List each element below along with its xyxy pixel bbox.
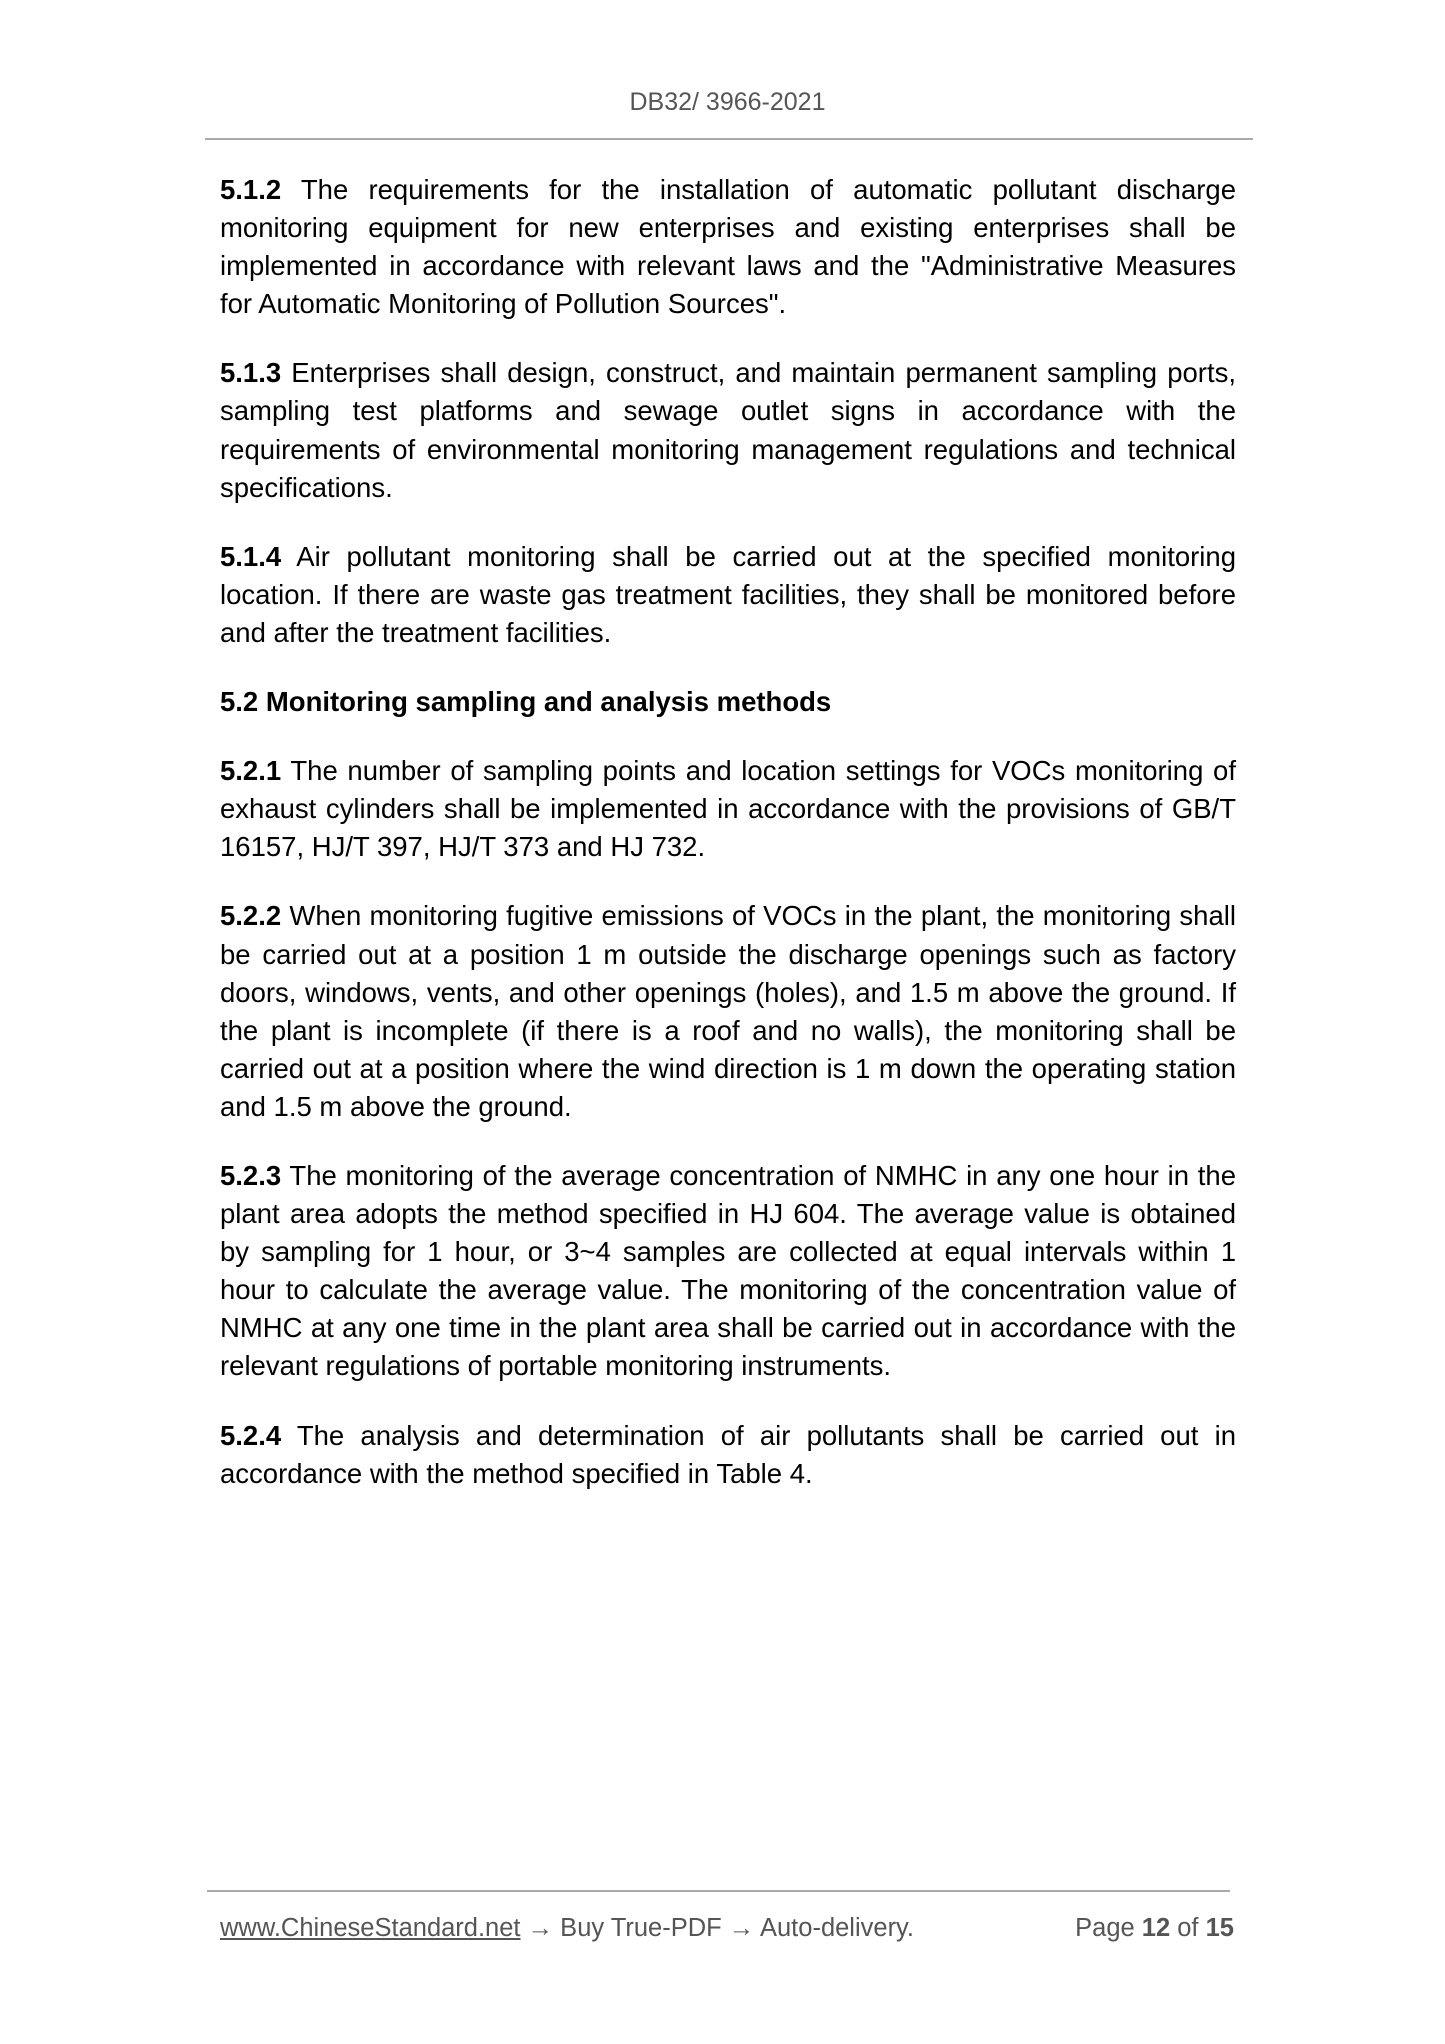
- page-indicator: [1075, 1914, 1234, 1943]
- clause-text: The number of sampling points and location settings for VOCs monitoring of exhaust cylinders shall be implemented in accordance with the provisions of GB/T 16157, HJ/T 397, HJ/T 373 and HJ 732.: [220, 755, 1236, 863]
- clause-5-2-2: [220, 897, 1236, 1126]
- clause-number: 5.2.1: [220, 755, 282, 787]
- footer-tagline: → Buy True-PDF → Auto-delivery.: [520, 1914, 914, 1942]
- clause-5-2-3: [220, 1157, 1236, 1386]
- page-total: 15: [1205, 1914, 1234, 1942]
- clause-number: 5.2.3: [220, 1159, 282, 1191]
- document-body: [220, 171, 1236, 1524]
- clause-number: 5.2.2: [220, 900, 282, 932]
- footer-divider: [207, 1890, 1230, 1892]
- clause-text: The requirements for the installation of automatic pollutant discharge monitoring equipment for new enterprises and existing enterprises shall be implemented in accordance with relevant laws and the "Administrative Measures for Automatic Monitoring of Pollution Sources".: [220, 174, 1236, 320]
- clause-number: 5.1.2: [220, 174, 282, 205]
- clause-text: The monitoring of the average concentration of NMHC in any one hour in the plant area adopts the method specified in HJ 604. The average value is obtained by sampling for 1 hour, or 3~4 samples are collected at equal intervals within 1 hour to calculate the average value. The monitoring of the concentration value of NMHC at any one time in the plant area shall be carried out in accordance with the relevant regulations of portable monitoring instruments.: [220, 1159, 1236, 1382]
- footer: [220, 1914, 1234, 1943]
- clause-5-2-4: [220, 1417, 1236, 1493]
- clause-text: Enterprises shall design, construct, and maintain permanent sampling ports, sampling test platforms and sewage outlet signs in accordance with the requirements of environmental monitoring management regulations and technical specifications.: [220, 357, 1236, 503]
- page-current: 12: [1141, 1914, 1171, 1942]
- clause-number: 5.1.3: [220, 357, 282, 389]
- website-link[interactable]: www.ChineseStandard.net: [220, 1914, 521, 1942]
- document-header-id: DB32/ 3966-2021: [629, 88, 826, 116]
- clause-5-2-1: [220, 752, 1236, 866]
- clause-5-1-4: [220, 538, 1236, 652]
- clause-text: Air pollutant monitoring shall be carried out at the specified monitoring location. If there are waste gas treatment facilities, they shall be monitored before and after the treatment facilities.: [220, 540, 1236, 648]
- section-heading-5-2: 5.2 Monitoring sampling and analysis methods: [220, 686, 832, 718]
- header-divider: [205, 138, 1253, 140]
- clause-text: When monitoring fugitive emissions of VOCs in the plant, the monitoring shall be carried out at a position 1 m outside the discharge openings such as factory doors, windows, vents, and other openings (holes), and 1.5 m above the ground. If the plant is incomplete (if there is a roof and no walls), the monitoring shall be carried out at a position where the wind direction is 1 m down the operating station and 1.5 m above the ground.: [220, 900, 1236, 1122]
- clause-number: 5.2.4: [220, 1419, 282, 1451]
- page-of: of: [1177, 1914, 1199, 1942]
- page-label: Page: [1075, 1914, 1135, 1942]
- clause-text: The analysis and determination of air pollutants shall be carried out in accordance with the method specified in Table 4.: [220, 1419, 1236, 1489]
- clause-5-1-3: [220, 354, 1236, 506]
- clause-5-1-2: [220, 171, 1236, 323]
- clause-number: 5.1.4: [220, 540, 282, 572]
